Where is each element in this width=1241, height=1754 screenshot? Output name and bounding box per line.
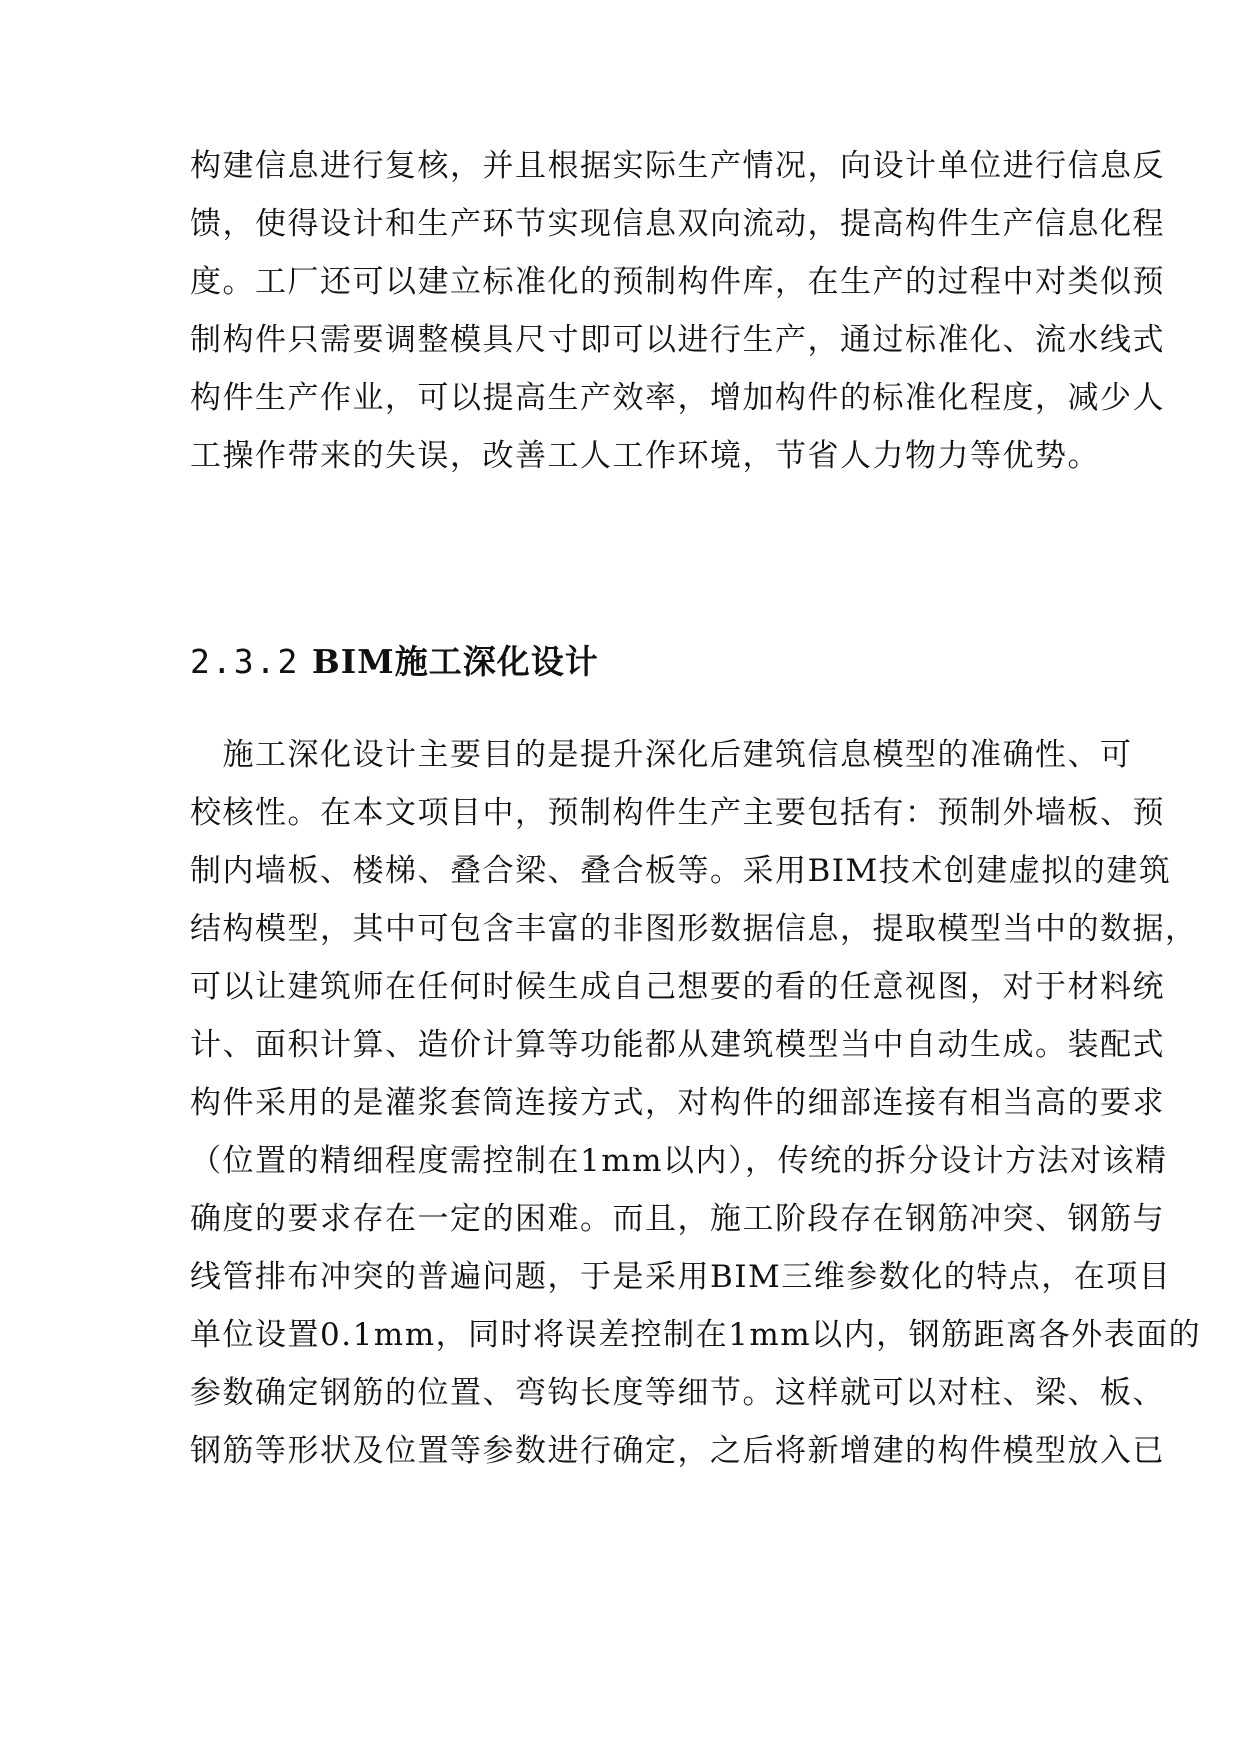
- text-line: 线管排布冲突的普遍问题，于是采用BIM三维参数化的特点，在项目: [190, 1259, 1172, 1295]
- text-line: 制内墙板、楼梯、叠合梁、叠合板等。采用BIM技术创建虚拟的建筑: [190, 853, 1172, 889]
- section-title: BIM施工深化设计: [311, 642, 599, 681]
- text-line: 构件生产作业，可以提高生产效率，增加构件的标准化程度，减少人: [190, 380, 1165, 416]
- text-line: 馈，使得设计和生产环节实现信息双向流动，提高构件生产信息化程: [190, 206, 1165, 242]
- section-number: 2.3.2: [190, 642, 300, 681]
- text-line: 构建信息进行复核，并且根据实际生产情况，向设计单位进行信息反: [190, 148, 1165, 184]
- text-line: 确度的要求存在一定的困难。而且，施工阶段存在钢筋冲突、钢筋与: [190, 1201, 1165, 1237]
- text-line: 度。工厂还可以建立标准化的预制构件库，在生产的过程中对类似预: [190, 264, 1165, 300]
- text-line: 可以让建筑师在任何时候生成自己想要的看的任意视图，对于材料统: [190, 969, 1165, 1005]
- section-heading: [190, 640, 599, 684]
- text-line: （位置的精细程度需控制在1mm以内），传统的拆分设计方法对该精: [190, 1143, 1168, 1179]
- text-line: 工操作带来的失误，改善工人工作环境，节省人力物力等优势。: [190, 438, 1100, 474]
- text-line: 单位设置0.1mm，同时将误差控制在1mm以内，钢筋距离各外表面的: [190, 1317, 1202, 1353]
- text-line: 结构模型，其中可包含丰富的非图形数据信息，提取模型当中的数据，: [190, 911, 1198, 947]
- text-line: 计、面积计算、造价计算等功能都从建筑模型当中自动生成。装配式: [190, 1027, 1165, 1063]
- text-line: 构件采用的是灌浆套筒连接方式，对构件的细部连接有相当高的要求: [190, 1085, 1165, 1121]
- text-line: 施工深化设计主要目的是提升深化后建筑信息模型的准确性、可: [190, 737, 1133, 773]
- text-line: 参数确定钢筋的位置、弯钩长度等细节。这样就可以对柱、梁、板、: [190, 1375, 1165, 1411]
- text-line: 钢筋等形状及位置等参数进行确定，之后将新增建的构件模型放入已: [190, 1433, 1165, 1469]
- text-line: 校核性。在本文项目中，预制构件生产主要包括有：预制外墙板、预: [190, 795, 1165, 831]
- text-line: 制构件只需要调整模具尺寸即可以进行生产，通过标准化、流水线式: [190, 322, 1165, 358]
